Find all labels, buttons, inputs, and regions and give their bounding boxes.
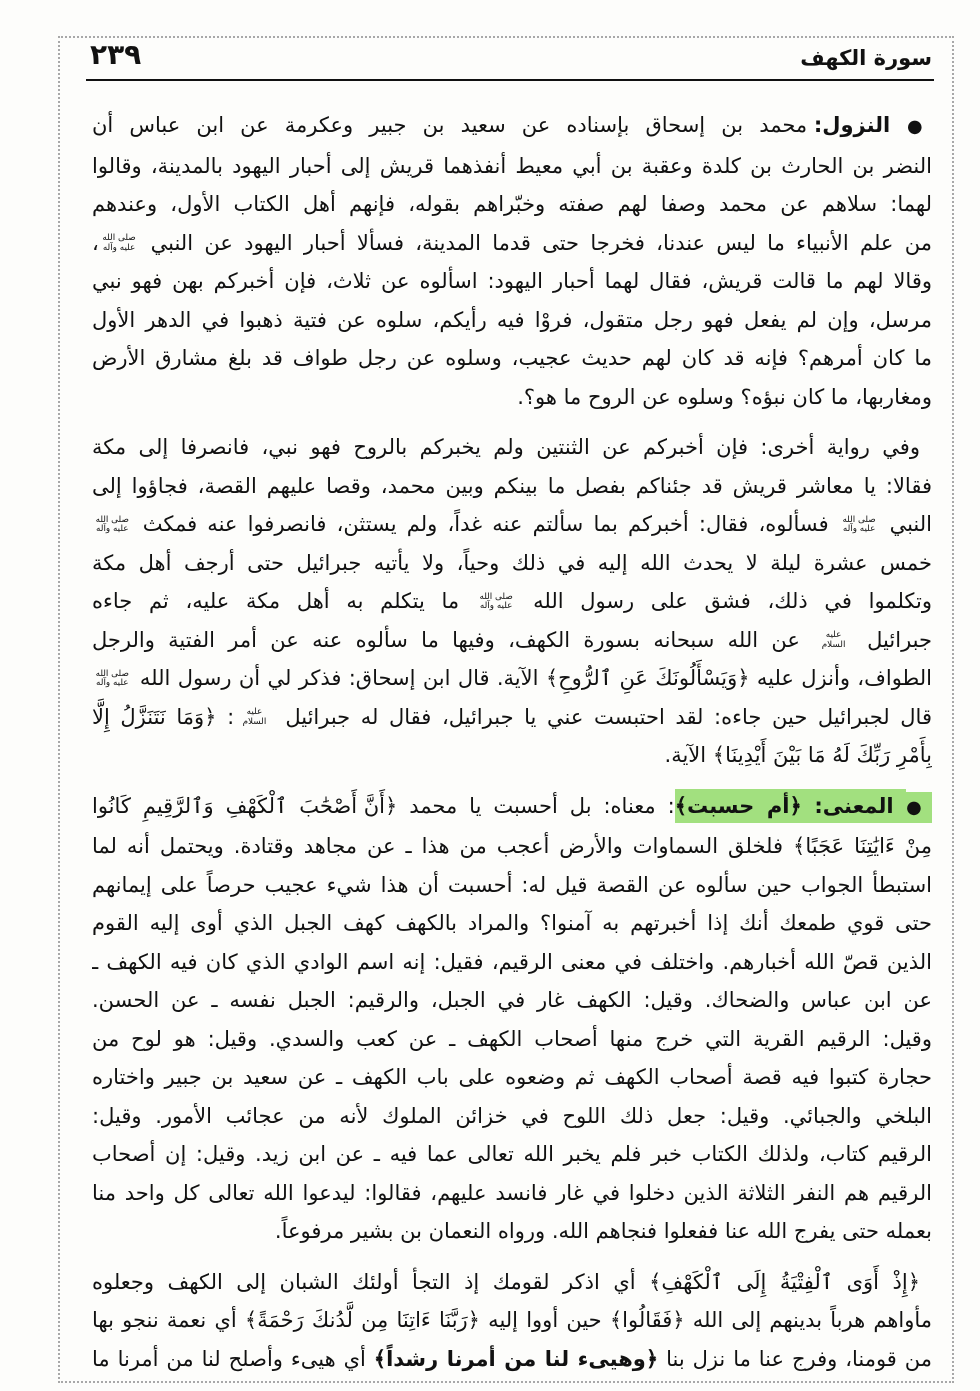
text-span: ما يتكلم به أهل مكة عليه، ثم جاءه [92, 589, 476, 613]
honorific-ligature: صلى الله عليه وآله [95, 668, 129, 688]
text-span: الرقيم هم النفر الثلاثة الذين دخلوا في غار فانسد عليهم، فقالوا: ليدعوا الله تعالى كل واحد منا [92, 1180, 932, 1205]
quran-quote: ﴿وَيَسْأَلُونَكَ عَنِ ٱلرُّوحِ﴾ [545, 666, 750, 690]
text-line [92, 467, 932, 506]
quran-quote: ﴿إِذْ أَوَى ٱلْفِتْيَةُ إِلَى ٱلْكَهْفِ﴾ [649, 1269, 920, 1294]
page-header [86, 38, 934, 78]
text-span: النبي [879, 512, 932, 536]
text-line [92, 1174, 932, 1213]
text-line [92, 787, 932, 828]
text-line [92, 1301, 932, 1340]
text-span: من علم الأنبياء ما ليس عندنا، فخرجا حتى قدما المدينة، فسألا أحبار اليهود عن النبي [139, 230, 932, 255]
text-span: النضر بن الحارث بن كلدة وعقبة بن أبي معيط أنفذهما قريش إلى أحبار اليهود بالمدينة، وقالوا [92, 153, 932, 178]
text-span: خمس عشرة ليلة لا يحدث الله إليه في ذلك وحياً، ولا يأتيه جبرائيل حتى أرجف أهل مكة [92, 550, 932, 575]
text-span: وقالا لهم ما قالت قريش، فقال لهما أحبار اليهود: اسألوه عن ثلاث، فإن أخبركم بهن فهو نبي [92, 269, 932, 293]
text-line [92, 1212, 932, 1251]
text-line [92, 339, 932, 378]
text-line [92, 659, 932, 698]
page-number: ٢٣٩ [90, 38, 142, 71]
text-span: أي هيىء وأصلح لنا من أمرنا ما [92, 1346, 374, 1371]
text-line [92, 1097, 932, 1136]
honorific-ligature: صلى الله عليه وآله [842, 514, 876, 534]
text-line [92, 262, 932, 301]
text-span: حجارة كتبوا فيه قصة أصحاب الكهف ثم وضعوه على باب الكهف ـ عن سعيد بن جبير واختاره [92, 1065, 932, 1089]
highlighted-heading: المعنى: [802, 789, 906, 823]
text-span: فسألوه، فقال: أخبركم بما سألتم عنه غداً، ولم يستثن، فانصرفوا عنه فمكث [132, 512, 839, 536]
text-line [92, 827, 932, 866]
text-line [92, 505, 932, 544]
text-line [92, 1020, 932, 1059]
text-span: وقيل: الرقيم القرية التي خرج منها أصحاب الكهف ـ عن كعب والسدي. وقيل: هو لوح من [92, 1026, 932, 1051]
text-line [92, 582, 932, 621]
text-span: أي نعمة ننجو بها [92, 1308, 245, 1332]
text-span: استبطأ الجواب حين سألوه عن القصة قيل له: أحسبت أن هذا شيء عجيب حرصاً على إيمانهم [92, 872, 932, 897]
text-span: أي اذكر لقومك إذ التجأ أولئك الشبان إلى الكهف وجعلوه [92, 1269, 650, 1294]
text-line [92, 736, 932, 775]
text-span: الآية. قال ابن إسحاق: فذكر لي أن رسول الله [132, 666, 546, 690]
header-rule [86, 79, 934, 81]
text-span: الذين قصّ الله أخبارهم. واختلف في معنى الرقيم، فقيل: إنه اسم الوادي الذي كان فيه الكهف ـ [92, 949, 932, 974]
text-span: فلخلق السماوات والأرض أعجب من هذا ـ عن مجاهد وقتادة. ويحتمل أنه لما [92, 834, 794, 858]
body-text [92, 106, 932, 1378]
text-span: قال لجبرائيل حين جاءه: لقد احتبست عني يا جبرائيل، فقال له جبرائيل [274, 704, 932, 729]
text-span: لهما: سلاهم عن محمد وصفا لهم صفته وخبّراهم بقوله، فإنهم أهل الكتاب الأول، وعندهم [92, 192, 932, 216]
text-line [92, 904, 932, 943]
honorific-ligature: عليه السلام [821, 630, 846, 650]
text-span: حين أووا إليه [480, 1308, 610, 1332]
text-span: مأواهم هرباً بدينهم إلى الله [684, 1308, 932, 1332]
text-line [92, 943, 932, 982]
text-line [92, 981, 932, 1020]
surah-title: سورة الكهف [800, 46, 932, 70]
text-span: وتكلموا في ذلك، فشق على رسول الله [516, 589, 932, 613]
text-span: : [216, 704, 235, 729]
text-line [92, 1340, 932, 1379]
text-line [92, 428, 932, 467]
bullet-icon: ● [907, 116, 932, 137]
text-span: مرسل، وإن لم يفعل فهو رجل متقول، فروْا فيه رأيكم، سلوه عن فتية ذهبوا في الدهر الأول [92, 307, 932, 332]
text-span: ، [92, 230, 99, 255]
paragraph [92, 106, 932, 416]
honorific-ligature: صلى الله عليه وآله [479, 591, 513, 611]
quran-quote: ﴿وهيىء لنا من أمرنا رشداً﴾ [373, 1346, 659, 1371]
quran-quote: ﴿رَبَّنَا ءَاتِنَا مِن لَّدُنكَ رَحْمَةً﴾ [244, 1308, 480, 1332]
honorific-ligature: صلى الله عليه وآله [102, 233, 136, 253]
text-span: الطواف، وأنزل عليه [749, 666, 932, 690]
text-line [92, 378, 932, 417]
text-line [92, 301, 932, 340]
text-span: : معناه: بل أحسبت يا محمد [397, 793, 675, 818]
text-line [92, 1135, 932, 1174]
text-span: جبرائيل [853, 627, 932, 652]
honorific-ligature: صلى الله عليه وآله [95, 514, 129, 534]
text-span: عن الله سبحانه بسورة الكهف، وفيها ما سألوه عنه عن أمر الفتية والرجل [92, 627, 814, 652]
text-span: ما كان أمرهم؟ فإنه قد كان لهم حديث عجيب، وسلوه عن رجل طواف قد بلغ مشارق الأرض [92, 346, 932, 370]
highlighted-heading: ﴿أم حسبت﴾ [675, 789, 802, 823]
text-line [92, 1058, 932, 1097]
section-heading: النزول: [813, 113, 907, 137]
text-span: حتى قوي طمعك أنك إذا أخبرتهم به آمنوا؟ والمراد بالكهف كهف الجبل الذي أوى إليه القوم [92, 911, 932, 935]
text-span: فقالا: يا معاشر قريش قد جئناكم بفصل ما بينكم وبين محمد، وقصا عليهم القصة، فجاؤوا إلى [92, 473, 932, 498]
quran-quote: بِأَمْرِ رَبِّكَ لَهُ مَا بَيْنَ أَيْدِينَا﴾ [712, 743, 932, 767]
quran-quote: ﴿أَنَّ أَصْحَٰبَ ٱلْكَهْفِ وَٱلرَّقِيمِ كَانُوا [92, 793, 398, 818]
text-span: من قومنا، وفرج عنا ما نزل بنا [658, 1346, 932, 1371]
text-line [92, 147, 932, 186]
text-line [92, 224, 932, 263]
honorific-ligature: عليه السلام [242, 707, 267, 727]
paragraph [92, 1263, 932, 1379]
text-line [92, 1263, 932, 1302]
paragraph [92, 787, 932, 1251]
text-span: محمد بن إسحاق بإسناده عن سعيد بن جبير وعكرمة عن ابن عباس أن [92, 113, 814, 137]
text-span: بعمله حتى يفرج الله عنا ففعلوا فنجاهم الله. ورواه النعمان بن بشير مرفوعاً. [274, 1219, 932, 1243]
quran-quote: مِنْ ءَايَٰتِنَا عَجَبًا﴾ [793, 834, 932, 858]
paragraph [92, 428, 932, 775]
text-line [92, 698, 932, 737]
text-line [92, 621, 932, 660]
text-span: ومغاربها، ما كان نبؤه؟ وسلوه عن الروح ما هو؟. [517, 384, 932, 409]
text-span: وفي رواية أخرى: فإن أخبركم عن الثنتين ولم يخبركم بالروح فهو نبي، فانصرفا إلى مكة [92, 435, 920, 459]
text-span: الرقيم كتاب، ولذلك الكتاب خبر فلم يخبر الله تعالى عما فيه ـ عن ابن زيد. وقيل: إن أصحاب [92, 1142, 932, 1166]
text-line [92, 866, 932, 905]
quran-quote: ﴿وَمَا نَتَنَزَّلُ إِلَّا [92, 704, 217, 729]
text-line [92, 544, 932, 583]
highlighted-heading: ● [906, 792, 932, 823]
text-span: البلخي والجبائي. وقيل: جعل ذلك اللوح في خزائن الملوك لأنه من عجائب الأمور. وقيل: [92, 1103, 932, 1128]
quran-quote: ﴿فَقَالُوا﴾ [609, 1308, 685, 1332]
text-span: عن ابن عباس والضحاك. وقيل: الكهف غار في الجبل، والرقيم: الجبل نفسه ـ عن الحسن. [92, 988, 932, 1012]
text-line [92, 106, 932, 147]
text-line [92, 185, 932, 224]
text-span: الآية. [664, 743, 713, 767]
